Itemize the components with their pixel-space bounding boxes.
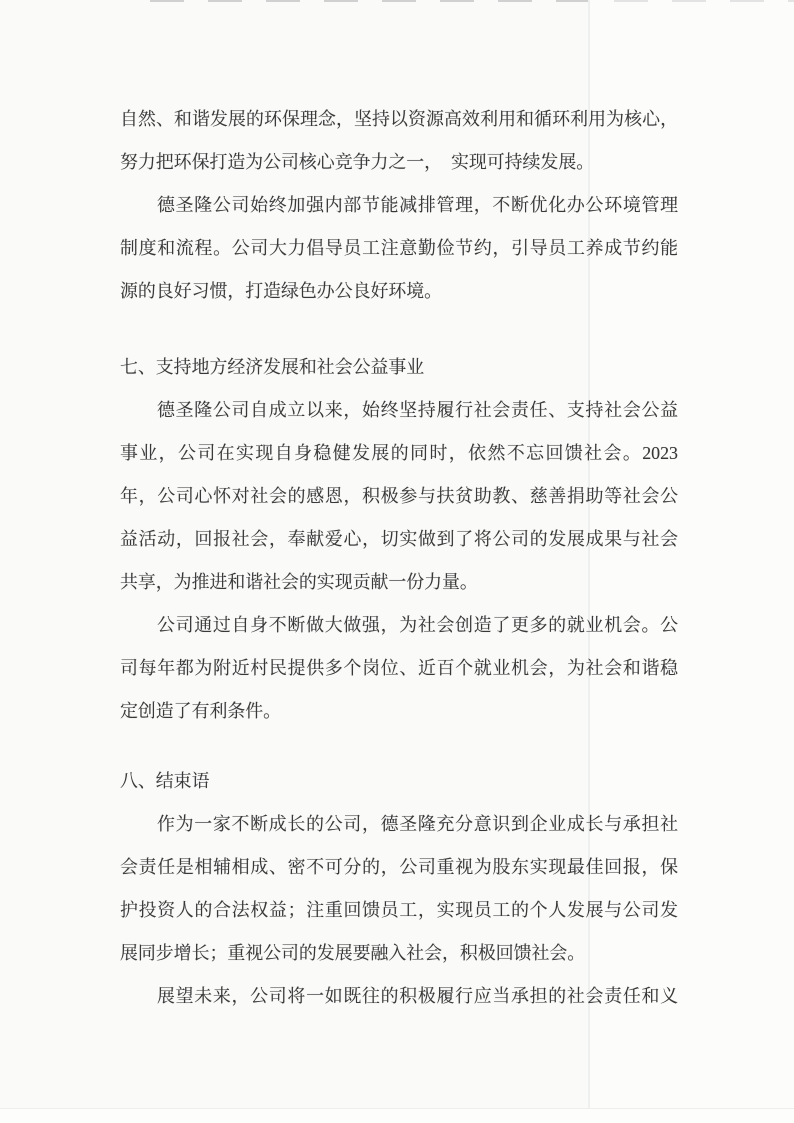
body-line: 源的良好习惯，打造绿色办公良好环境。 — [120, 281, 443, 301]
body-line: 公司通过自身不断做大做强，为社会创造了更多的就业机会。公 — [157, 615, 678, 635]
body-line: 事业，公司在实现自身稳健发展的同时，依然不忘回馈社会。2023 — [120, 443, 678, 463]
body-line: 德圣隆公司始终加强内部节能减排管理，不断优化办公环境管理 — [157, 195, 678, 215]
document-text — [120, 98, 678, 1018]
body-line: 努力把环保打造为公司核心竞争力之一， 实现可持续发展。 — [120, 152, 595, 172]
body-line: 益活动，回报社会，奉献爱心，切实做到了将公司的发展成果与社会 — [120, 529, 678, 549]
body-line: 共享，为推进和谐社会的实现贡献一份力量。 — [120, 572, 478, 592]
body-line: 司每年都为附近村民提供多个岗位、近百个就业机会，为社会和谐稳 — [120, 658, 678, 678]
scan-bottom-edge-artifact — [0, 1108, 794, 1123]
body-line: 自然、和谐发展的环保理念，坚持以资源高效利用和循环利用为核心， — [120, 109, 678, 129]
body-line: 展同步增长；重视公司的发展要融入社会，积极回馈社会。 — [120, 943, 586, 963]
body-line: 年，公司心怀对社会的感恩，积极参与扶贫助教、慈善捐助等社会公 — [120, 486, 678, 506]
body-line: 制度和流程。公司大力倡导员工注意勤俭节约，引导员工养成节约能 — [120, 238, 678, 258]
section-heading-8: 八、结束语 — [120, 771, 210, 791]
body-line: 作为一家不断成长的公司，德圣隆充分意识到企业成长与承担社 — [157, 814, 678, 834]
body-line: 德圣隆公司自成立以来，始终坚持履行社会责任、支持社会公益 — [157, 400, 678, 420]
section-heading-7: 七、支持地方经济发展和社会公益事业 — [120, 357, 425, 377]
body-line: 护投资人的合法权益；注重回馈员工，实现员工的个人发展与公司发 — [120, 900, 678, 920]
body-line: 会责任是相辅相成、密不可分的，公司重视为股东实现最佳回报，保 — [120, 857, 678, 877]
body-line: 定创造了有利条件。 — [120, 701, 282, 721]
body-line: 展望未来，公司将一如既往的积极履行应当承担的社会责任和义 — [157, 986, 678, 1006]
